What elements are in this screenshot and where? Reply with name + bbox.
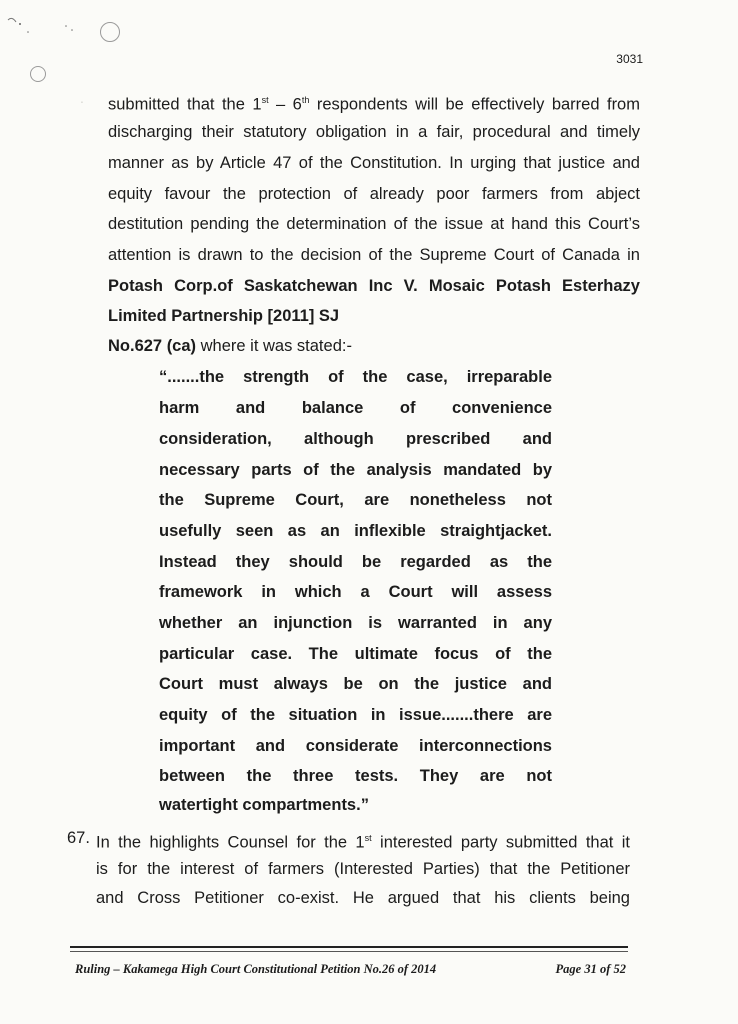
quote-line: particular case. The ultimate focus of the [159, 645, 552, 663]
quote-line: framework in which a Court will assess [159, 583, 552, 601]
paragraph-line: and Cross Petitioner co-exist. He argued that his clients being [96, 889, 630, 907]
paragraph-line: equity favour the protection of already poor farmers from abject [108, 185, 640, 203]
case-name-line: Potash Corp.of Saskatchewan Inc V. Mosaic Potash Esterhazy [108, 277, 640, 295]
case-name-line: Limited Partnership [2011] SJ [108, 307, 340, 325]
paragraph-number: 67. [67, 829, 90, 847]
scan-speckles [6, 14, 76, 44]
quote-line: the Supreme Court, are nonetheless not [159, 491, 552, 509]
paragraph-line: In the highlights Counsel for the 1st interested party submitted that it [96, 833, 631, 852]
paragraph-line: attention is drawn to the decision of the Supreme Court of Canada in [108, 246, 640, 264]
footer-rule [70, 946, 628, 948]
quote-line: between the three tests. They are not [159, 767, 552, 785]
punch-hole-mark [100, 22, 120, 42]
quote-line: “.......the strength of the case, irreparable [159, 368, 552, 386]
paragraph-line: manner as by Article 47 of the Constitution. In urging that justice and [108, 154, 640, 172]
footer-rule [70, 951, 628, 952]
page-number: 3031 [616, 52, 643, 66]
footer-page-count: Page 31 of 52 [555, 962, 626, 976]
quote-line: usefully seen as an inflexible straightjacket. [159, 522, 552, 540]
quote-line: watertight compartments.” [159, 796, 369, 814]
quote-line: equity of the situation in issue.......there are [159, 706, 552, 724]
quote-line: harm and balance of convenience [159, 399, 552, 417]
punch-hole-mark [30, 66, 46, 82]
paragraph-line: submitted that the 1st – 6th respondents will be effectively barred from [108, 95, 640, 114]
paragraph-line: is for the interest of farmers (Interested Parties) that the Petitioner [96, 860, 630, 878]
paragraph-line: discharging their statutory obligation in a fair, procedural and timely [108, 123, 640, 141]
quote-line: Instead they should be regarded as the [159, 553, 552, 571]
bleed-through-text: . [80, 90, 84, 106]
quote-line: important and considerate interconnections [159, 737, 552, 755]
quote-line: consideration, although prescribed and [159, 430, 552, 448]
paragraph-line: destitution pending the determination of the issue at hand this Court’s [108, 215, 640, 233]
footer-case-title: Ruling – Kakamega High Court Constitutional Petition No.26 of 2014 [75, 962, 437, 976]
quote-line: necessary parts of the analysis mandated by [159, 461, 552, 479]
quote-line: whether an injunction is warranted in any [159, 614, 552, 632]
quote-line: Court must always be on the justice and [159, 675, 552, 693]
case-citation-line: No.627 (ca) where it was stated:- [108, 337, 352, 355]
